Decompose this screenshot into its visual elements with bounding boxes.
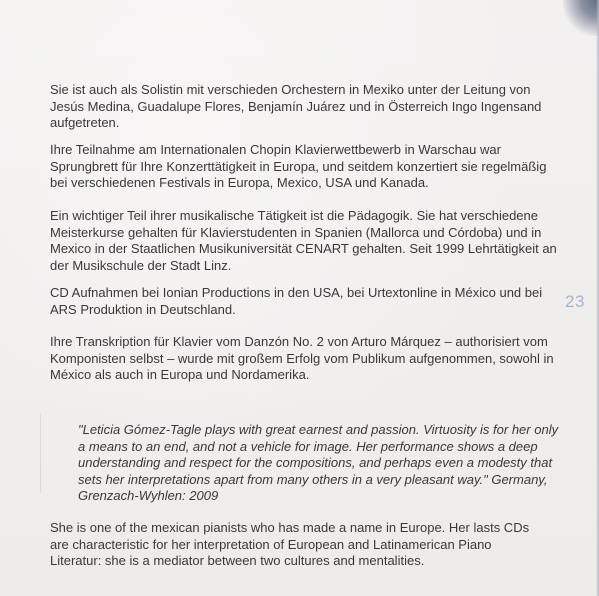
paragraph-pedagogy: Ein wichtiger Teil ihrer musikalische Tätigkeit ist die Pädagogik. Sie hat verschiedene Meisterkurse gehalten für Klavierstudenten in Spanien (Mallorca und Córdoba) und in Mexico in der Staatlichen Musikuniversität CENART gehalten. Seit 1999 Lehrtätigkeit an der Musikschule der Stadt Linz. (50, 208, 557, 273)
paragraph-english-summary: She is one of the mexican pianists who has made a name in Europe. Her lasts CDs are characteristic for her interpretation of European and Latinamerican Piano Literatur: she is a mediator between two cultures and mentalities. (50, 520, 530, 569)
paragraph-cd-recordings: CD Aufnahmen bei Ionian Productions in den USA, bei Urtextonline in México und bei ARS Produktion in Deutschland. (50, 285, 543, 317)
paragraph-transcription: Ihre Transkription für Klavier vom Danzón No. 2 von Arturo Márquez – authorisiert vom Komponisten selbst – wurde mit großem Erfolg vom Publikum aufgenommen, sowohl in México als auch in Europa und Nordamerika. (50, 334, 554, 383)
page-number: 23 (565, 292, 585, 311)
paragraph-soloist: Sie ist auch als Solistin mit verschieden Orchestern in Mexiko unter der Leitung von Jesús Medina, Guadalupe Flores, Benjamín Juárez und in Österreich Ingo Ingensand aufgetreten. (50, 82, 542, 131)
page-corner-shadow (563, 0, 599, 36)
press-quote: "Leticia Gómez-Tagle plays with great earnest and passion. Virtuosity is for her only a means to an end, and not a vehicle for image. Her performance shows a deep understanding and respect for the compositions, and perhaps even a modesty that sets her interpretations apart from many others in a very pleasant way." Germany, Grenzach-Wyhlen: 2009 (78, 422, 559, 504)
paragraph-chopin-competition: Ihre Teilnahme am Internationalen Chopin Klavierwettbewerb in Warschau war Sprungbrett für Ihre Konzerttätigkeit in Europa, und seitdem konzertiert sie regelmäßig bei verschiedenen Festivals in Europa, Mexico, USA und Kanada. (50, 142, 547, 191)
quote-rule (40, 413, 41, 493)
